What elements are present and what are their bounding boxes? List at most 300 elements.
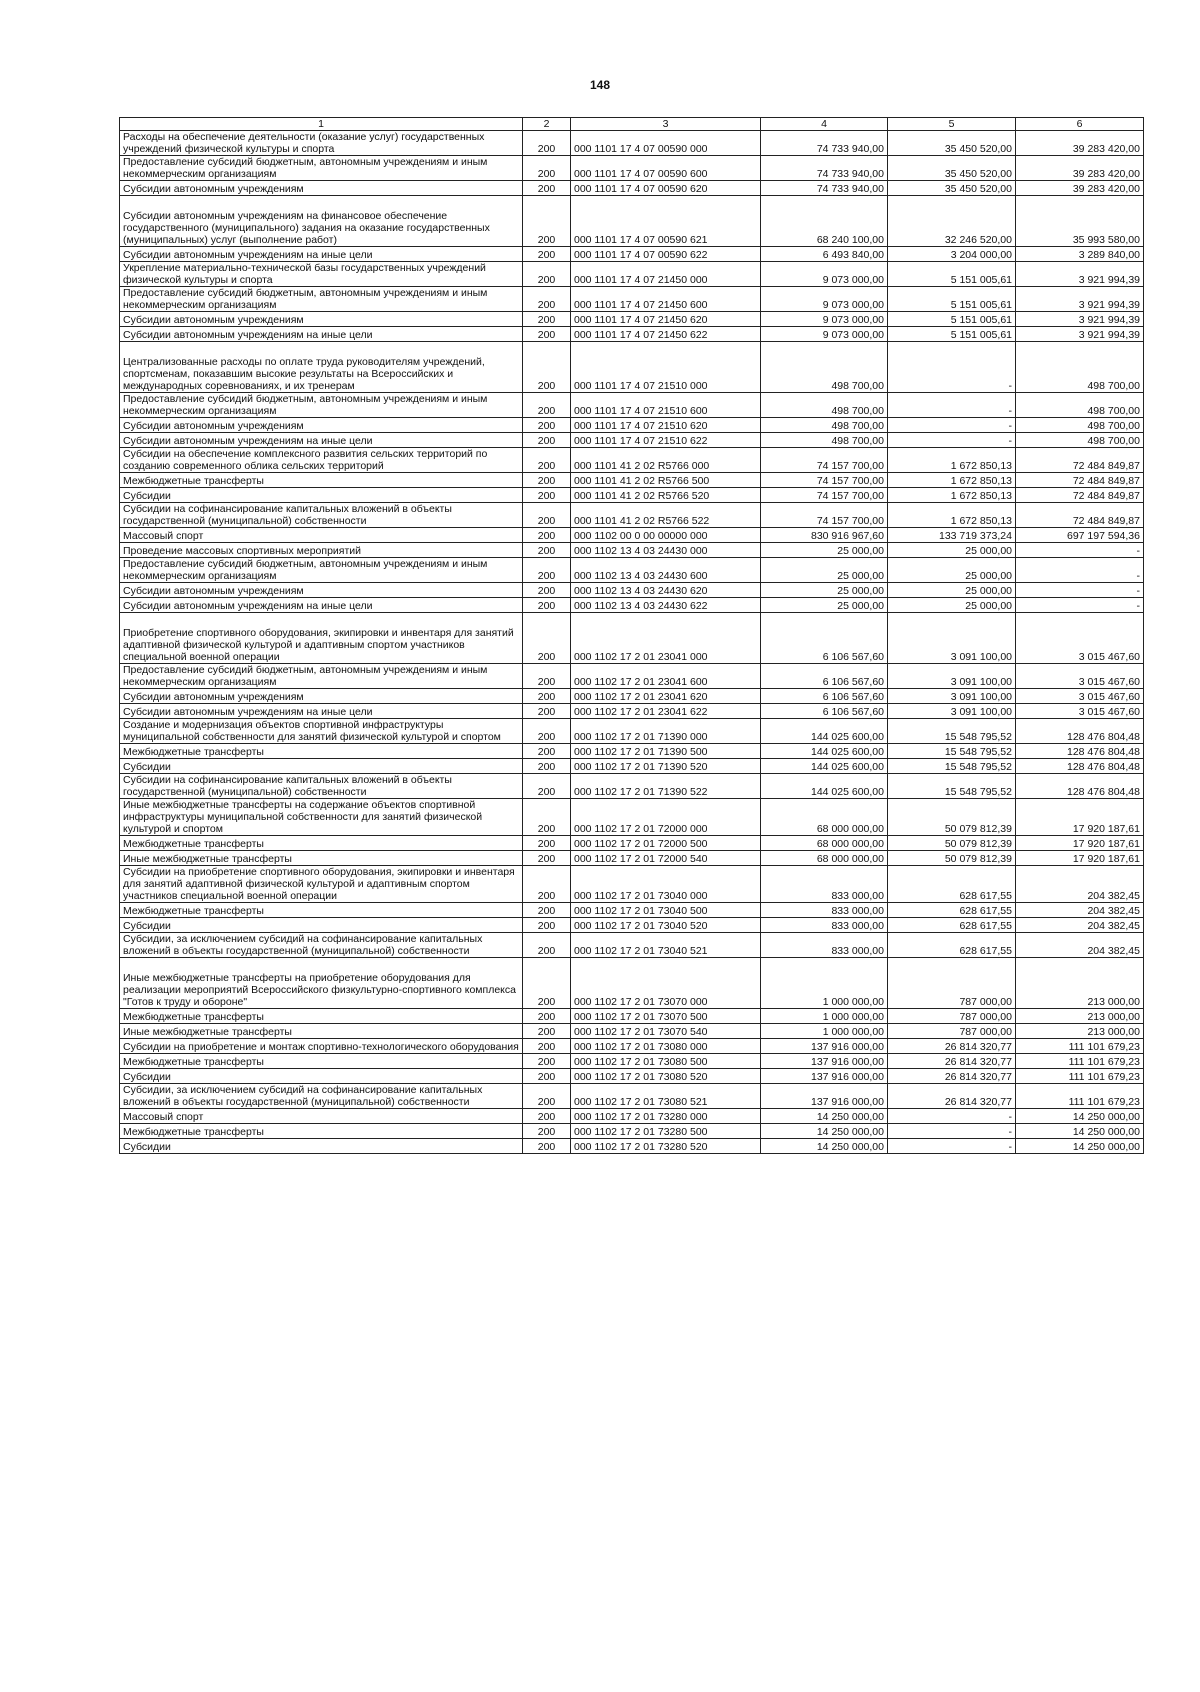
row-code-cell: 200 bbox=[523, 774, 571, 799]
row-value-4-cell: 498 700,00 bbox=[761, 393, 888, 418]
row-value-5-cell: - bbox=[888, 1109, 1016, 1124]
row-value-4-cell: 1 000 000,00 bbox=[761, 1009, 888, 1024]
row-name-cell: Приобретение спортивного оборудования, экипировки и инвентаря для занятий адаптивной физической культурой и адаптивным спортом участников специальной военной операции bbox=[120, 613, 523, 664]
row-name-cell: Иные межбюджетные трансферты bbox=[120, 1024, 523, 1039]
row-value-4-cell: 830 916 967,60 bbox=[761, 528, 888, 543]
row-value-6-cell: 111 101 679,23 bbox=[1016, 1084, 1144, 1109]
header-row bbox=[120, 118, 1144, 131]
row-value-6-cell: 213 000,00 bbox=[1016, 958, 1144, 1009]
column-header-2: 2 bbox=[523, 118, 571, 131]
row-value-5-cell: 787 000,00 bbox=[888, 1009, 1016, 1024]
row-value-4-cell: 833 000,00 bbox=[761, 903, 888, 918]
row-code-cell: 200 bbox=[523, 131, 571, 156]
table-row bbox=[120, 689, 1144, 704]
row-value-5-cell: 628 617,55 bbox=[888, 918, 1016, 933]
row-code-cell: 200 bbox=[523, 181, 571, 196]
row-code-cell: 200 bbox=[523, 836, 571, 851]
row-value-6-cell: 35 993 580,00 bbox=[1016, 196, 1144, 247]
row-value-4-cell: 74 733 940,00 bbox=[761, 131, 888, 156]
row-value-5-cell: 25 000,00 bbox=[888, 598, 1016, 613]
row-name-cell: Субсидии bbox=[120, 488, 523, 503]
row-code-cell: 200 bbox=[523, 958, 571, 1009]
row-kbk-cell: 000 1102 13 4 03 24430 000 bbox=[571, 543, 761, 558]
row-value-5-cell: 25 000,00 bbox=[888, 543, 1016, 558]
column-header-6: 6 bbox=[1016, 118, 1144, 131]
table-row bbox=[120, 933, 1144, 958]
row-code-cell: 200 bbox=[523, 851, 571, 866]
row-kbk-cell: 000 1102 17 2 01 73070 500 bbox=[571, 1009, 761, 1024]
row-kbk-cell: 000 1102 13 4 03 24430 600 bbox=[571, 558, 761, 583]
row-value-5-cell: 35 450 520,00 bbox=[888, 181, 1016, 196]
row-value-6-cell: 17 920 187,61 bbox=[1016, 851, 1144, 866]
row-value-4-cell: 74 157 700,00 bbox=[761, 473, 888, 488]
row-name-cell: Межбюджетные трансферты bbox=[120, 744, 523, 759]
row-kbk-cell: 000 1101 17 4 07 21510 620 bbox=[571, 418, 761, 433]
table-row bbox=[120, 448, 1144, 473]
row-name-cell: Иные межбюджетные трансферты на содержание объектов спортивной инфраструктуры муниципальной собственности для занятий физической культурой и спортом bbox=[120, 799, 523, 836]
row-code-cell: 200 bbox=[523, 156, 571, 181]
row-name-cell: Субсидии автономным учреждениям на финансовое обеспечение государственного (муниципального) задания на оказание государственных (муниципальных) услуг (выполнение работ) bbox=[120, 196, 523, 247]
row-kbk-cell: 000 1102 13 4 03 24430 620 bbox=[571, 583, 761, 598]
row-name-cell: Предоставление субсидий бюджетным, автономным учреждениям и иным некоммерческим организациям bbox=[120, 287, 523, 312]
table-row bbox=[120, 1069, 1144, 1084]
row-code-cell: 200 bbox=[523, 287, 571, 312]
row-name-cell: Предоставление субсидий бюджетным, автономным учреждениям и иным некоммерческим организациям bbox=[120, 393, 523, 418]
row-code-cell: 200 bbox=[523, 719, 571, 744]
row-name-cell: Субсидии автономным учреждениям bbox=[120, 689, 523, 704]
row-kbk-cell: 000 1102 17 2 01 23041 600 bbox=[571, 664, 761, 689]
row-kbk-cell: 000 1101 17 4 07 21450 600 bbox=[571, 287, 761, 312]
row-value-6-cell: 204 382,45 bbox=[1016, 903, 1144, 918]
row-value-5-cell: 26 814 320,77 bbox=[888, 1054, 1016, 1069]
table-row bbox=[120, 393, 1144, 418]
row-code-cell: 200 bbox=[523, 918, 571, 933]
row-kbk-cell: 000 1101 17 4 07 00590 621 bbox=[571, 196, 761, 247]
row-value-5-cell: 15 548 795,52 bbox=[888, 774, 1016, 799]
row-kbk-cell: 000 1101 17 4 07 21510 622 bbox=[571, 433, 761, 448]
row-kbk-cell: 000 1102 17 2 01 71390 500 bbox=[571, 744, 761, 759]
row-value-5-cell: 32 246 520,00 bbox=[888, 196, 1016, 247]
row-value-5-cell: 5 151 005,61 bbox=[888, 287, 1016, 312]
row-kbk-cell: 000 1102 17 2 01 73080 521 bbox=[571, 1084, 761, 1109]
row-code-cell: 200 bbox=[523, 543, 571, 558]
row-value-5-cell: 25 000,00 bbox=[888, 558, 1016, 583]
row-name-cell: Массовый спорт bbox=[120, 528, 523, 543]
row-value-6-cell: 111 101 679,23 bbox=[1016, 1069, 1144, 1084]
row-kbk-cell: 000 1101 17 4 07 21450 000 bbox=[571, 262, 761, 287]
row-value-4-cell: 144 025 600,00 bbox=[761, 774, 888, 799]
row-value-6-cell: 128 476 804,48 bbox=[1016, 719, 1144, 744]
row-value-4-cell: 144 025 600,00 bbox=[761, 744, 888, 759]
row-value-6-cell: 72 484 849,87 bbox=[1016, 488, 1144, 503]
row-code-cell: 200 bbox=[523, 1139, 571, 1154]
row-kbk-cell: 000 1102 17 2 01 73080 000 bbox=[571, 1039, 761, 1054]
row-value-6-cell: - bbox=[1016, 583, 1144, 598]
row-code-cell: 200 bbox=[523, 342, 571, 393]
table-row bbox=[120, 181, 1144, 196]
column-header-5: 5 bbox=[888, 118, 1016, 131]
row-kbk-cell: 000 1101 17 4 07 00590 600 bbox=[571, 156, 761, 181]
row-value-5-cell: - bbox=[888, 418, 1016, 433]
row-value-5-cell: 628 617,55 bbox=[888, 933, 1016, 958]
table-row bbox=[120, 312, 1144, 327]
table-row bbox=[120, 664, 1144, 689]
row-code-cell: 200 bbox=[523, 1084, 571, 1109]
row-name-cell: Субсидии bbox=[120, 918, 523, 933]
row-code-cell: 200 bbox=[523, 327, 571, 342]
table-row bbox=[120, 1084, 1144, 1109]
row-value-4-cell: 74 733 940,00 bbox=[761, 156, 888, 181]
row-name-cell: Субсидии автономным учреждениям bbox=[120, 312, 523, 327]
row-value-4-cell: 1 000 000,00 bbox=[761, 958, 888, 1009]
table-row bbox=[120, 247, 1144, 262]
row-name-cell: Предоставление субсидий бюджетным, автономным учреждениям и иным некоммерческим организациям bbox=[120, 156, 523, 181]
row-code-cell: 200 bbox=[523, 933, 571, 958]
row-kbk-cell: 000 1102 17 2 01 73040 500 bbox=[571, 903, 761, 918]
row-name-cell: Субсидии bbox=[120, 1069, 523, 1084]
table-row bbox=[120, 958, 1144, 1009]
row-value-4-cell: 68 000 000,00 bbox=[761, 836, 888, 851]
table-row bbox=[120, 613, 1144, 664]
row-value-6-cell: - bbox=[1016, 543, 1144, 558]
row-value-5-cell: - bbox=[888, 1124, 1016, 1139]
row-value-5-cell: 628 617,55 bbox=[888, 866, 1016, 903]
row-value-6-cell: 14 250 000,00 bbox=[1016, 1124, 1144, 1139]
row-kbk-cell: 000 1102 00 0 00 00000 000 bbox=[571, 528, 761, 543]
row-kbk-cell: 000 1102 17 2 01 71390 522 bbox=[571, 774, 761, 799]
page-number: 148 bbox=[589, 78, 611, 92]
row-name-cell: Межбюджетные трансферты bbox=[120, 1124, 523, 1139]
row-kbk-cell: 000 1101 17 4 07 21450 620 bbox=[571, 312, 761, 327]
row-value-6-cell: 14 250 000,00 bbox=[1016, 1109, 1144, 1124]
row-kbk-cell: 000 1102 17 2 01 71390 000 bbox=[571, 719, 761, 744]
table-row bbox=[120, 131, 1144, 156]
table-row bbox=[120, 836, 1144, 851]
row-code-cell: 200 bbox=[523, 312, 571, 327]
row-name-cell: Проведение массовых спортивных мероприятий bbox=[120, 543, 523, 558]
row-value-5-cell: 787 000,00 bbox=[888, 1024, 1016, 1039]
column-header-3: 3 bbox=[571, 118, 761, 131]
row-code-cell: 200 bbox=[523, 528, 571, 543]
row-value-4-cell: 25 000,00 bbox=[761, 558, 888, 583]
row-value-4-cell: 137 916 000,00 bbox=[761, 1084, 888, 1109]
table-row bbox=[120, 156, 1144, 181]
row-kbk-cell: 000 1102 17 2 01 23041 620 bbox=[571, 689, 761, 704]
row-value-4-cell: 6 106 567,60 bbox=[761, 689, 888, 704]
row-name-cell: Предоставление субсидий бюджетным, автономным учреждениям и иным некоммерческим организациям bbox=[120, 558, 523, 583]
row-value-6-cell: 204 382,45 bbox=[1016, 933, 1144, 958]
row-kbk-cell: 000 1102 17 2 01 73070 000 bbox=[571, 958, 761, 1009]
row-name-cell: Субсидии bbox=[120, 1139, 523, 1154]
row-code-cell: 200 bbox=[523, 448, 571, 473]
row-code-cell: 200 bbox=[523, 664, 571, 689]
row-code-cell: 200 bbox=[523, 759, 571, 774]
table-row bbox=[120, 1109, 1144, 1124]
row-value-6-cell: 3 015 467,60 bbox=[1016, 704, 1144, 719]
column-header-4: 4 bbox=[761, 118, 888, 131]
row-code-cell: 200 bbox=[523, 613, 571, 664]
row-code-cell: 200 bbox=[523, 433, 571, 448]
row-code-cell: 200 bbox=[523, 1009, 571, 1024]
row-value-5-cell: 628 617,55 bbox=[888, 903, 1016, 918]
row-name-cell: Создание и модернизация объектов спортивной инфраструктуры муниципальной собственности для занятий физической культурой и спортом bbox=[120, 719, 523, 744]
table-row bbox=[120, 528, 1144, 543]
row-value-4-cell: 9 073 000,00 bbox=[761, 287, 888, 312]
row-kbk-cell: 000 1102 17 2 01 73080 500 bbox=[571, 1054, 761, 1069]
row-name-cell: Субсидии автономным учреждениям на иные цели bbox=[120, 433, 523, 448]
table-row bbox=[120, 583, 1144, 598]
table-row bbox=[120, 503, 1144, 528]
row-code-cell: 200 bbox=[523, 903, 571, 918]
row-kbk-cell: 000 1102 17 2 01 73280 500 bbox=[571, 1124, 761, 1139]
row-code-cell: 200 bbox=[523, 503, 571, 528]
row-value-4-cell: 6 106 567,60 bbox=[761, 704, 888, 719]
row-value-6-cell: 697 197 594,36 bbox=[1016, 528, 1144, 543]
table-row bbox=[120, 1139, 1144, 1154]
row-code-cell: 200 bbox=[523, 558, 571, 583]
row-name-cell: Субсидии на приобретение спортивного оборудования, экипировки и инвентаря для занятий адаптивной физической культурой и адаптивным спортом участников специальной военной операции bbox=[120, 866, 523, 903]
row-kbk-cell: 000 1102 17 2 01 73040 000 bbox=[571, 866, 761, 903]
row-value-5-cell: 3 091 100,00 bbox=[888, 704, 1016, 719]
row-value-4-cell: 25 000,00 bbox=[761, 543, 888, 558]
row-value-5-cell: 3 091 100,00 bbox=[888, 664, 1016, 689]
table-row bbox=[120, 1009, 1144, 1024]
row-name-cell: Субсидии автономным учреждениям bbox=[120, 181, 523, 196]
table-row bbox=[120, 558, 1144, 583]
row-kbk-cell: 000 1101 17 4 07 21510 000 bbox=[571, 342, 761, 393]
row-name-cell: Массовый спорт bbox=[120, 1109, 523, 1124]
row-value-6-cell: 3 921 994,39 bbox=[1016, 262, 1144, 287]
table-row bbox=[120, 287, 1144, 312]
table-row bbox=[120, 488, 1144, 503]
row-value-4-cell: 14 250 000,00 bbox=[761, 1109, 888, 1124]
row-kbk-cell: 000 1101 41 2 02 R5766 000 bbox=[571, 448, 761, 473]
row-code-cell: 200 bbox=[523, 418, 571, 433]
row-value-4-cell: 68 240 100,00 bbox=[761, 196, 888, 247]
table-row bbox=[120, 1054, 1144, 1069]
table-row bbox=[120, 719, 1144, 744]
row-code-cell: 200 bbox=[523, 393, 571, 418]
row-value-6-cell: 3 289 840,00 bbox=[1016, 247, 1144, 262]
row-name-cell: Межбюджетные трансферты bbox=[120, 903, 523, 918]
row-kbk-cell: 000 1101 41 2 02 R5766 500 bbox=[571, 473, 761, 488]
row-kbk-cell: 000 1101 41 2 02 R5766 522 bbox=[571, 503, 761, 528]
row-name-cell: Межбюджетные трансферты bbox=[120, 1054, 523, 1069]
row-value-5-cell: 15 548 795,52 bbox=[888, 744, 1016, 759]
row-value-6-cell: 111 101 679,23 bbox=[1016, 1039, 1144, 1054]
row-value-5-cell: 15 548 795,52 bbox=[888, 759, 1016, 774]
row-name-cell: Субсидии автономным учреждениям на иные цели bbox=[120, 598, 523, 613]
row-value-4-cell: 498 700,00 bbox=[761, 418, 888, 433]
row-value-4-cell: 74 733 940,00 bbox=[761, 181, 888, 196]
row-value-4-cell: 6 493 840,00 bbox=[761, 247, 888, 262]
row-value-6-cell: 213 000,00 bbox=[1016, 1024, 1144, 1039]
row-name-cell: Субсидии bbox=[120, 759, 523, 774]
row-value-6-cell: 72 484 849,87 bbox=[1016, 473, 1144, 488]
row-value-4-cell: 137 916 000,00 bbox=[761, 1054, 888, 1069]
row-value-6-cell: 72 484 849,87 bbox=[1016, 448, 1144, 473]
row-value-4-cell: 144 025 600,00 bbox=[761, 719, 888, 744]
row-value-6-cell: 128 476 804,48 bbox=[1016, 744, 1144, 759]
row-value-5-cell: 25 000,00 bbox=[888, 583, 1016, 598]
table-row bbox=[120, 473, 1144, 488]
table-row bbox=[120, 1024, 1144, 1039]
row-code-cell: 200 bbox=[523, 1039, 571, 1054]
row-kbk-cell: 000 1102 17 2 01 73080 520 bbox=[571, 1069, 761, 1084]
row-value-5-cell: - bbox=[888, 342, 1016, 393]
row-value-5-cell: 35 450 520,00 bbox=[888, 156, 1016, 181]
row-value-6-cell: 3 921 994,39 bbox=[1016, 327, 1144, 342]
row-code-cell: 200 bbox=[523, 196, 571, 247]
row-kbk-cell: 000 1102 17 2 01 73280 520 bbox=[571, 1139, 761, 1154]
row-value-5-cell: 26 814 320,77 bbox=[888, 1084, 1016, 1109]
budget-table bbox=[119, 117, 1144, 1154]
row-value-4-cell: 68 000 000,00 bbox=[761, 851, 888, 866]
row-value-6-cell: 498 700,00 bbox=[1016, 433, 1144, 448]
row-value-4-cell: 74 157 700,00 bbox=[761, 448, 888, 473]
row-value-6-cell: 111 101 679,23 bbox=[1016, 1054, 1144, 1069]
row-code-cell: 200 bbox=[523, 247, 571, 262]
budget-table-body bbox=[120, 131, 1144, 1154]
row-kbk-cell: 000 1101 17 4 07 00590 620 bbox=[571, 181, 761, 196]
row-value-6-cell: 72 484 849,87 bbox=[1016, 503, 1144, 528]
row-value-6-cell: 204 382,45 bbox=[1016, 918, 1144, 933]
row-value-6-cell: 204 382,45 bbox=[1016, 866, 1144, 903]
table-row bbox=[120, 1124, 1144, 1139]
table-row bbox=[120, 866, 1144, 903]
row-value-4-cell: 74 157 700,00 bbox=[761, 503, 888, 528]
table-row bbox=[120, 704, 1144, 719]
row-value-5-cell: 1 672 850,13 bbox=[888, 503, 1016, 528]
row-kbk-cell: 000 1101 17 4 07 00590 000 bbox=[571, 131, 761, 156]
row-name-cell: Субсидии на софинансирование капитальных вложений в объекты государственной (муниципальной) собственности bbox=[120, 503, 523, 528]
table-row bbox=[120, 774, 1144, 799]
row-value-4-cell: 74 157 700,00 bbox=[761, 488, 888, 503]
table-row bbox=[120, 799, 1144, 836]
row-name-cell: Межбюджетные трансферты bbox=[120, 473, 523, 488]
row-value-5-cell: 50 079 812,39 bbox=[888, 836, 1016, 851]
row-value-6-cell: - bbox=[1016, 558, 1144, 583]
row-kbk-cell: 000 1101 41 2 02 R5766 520 bbox=[571, 488, 761, 503]
row-name-cell: Субсидии, за исключением субсидий на софинансирование капитальных вложений в объекты государственной (муниципальной) собственности bbox=[120, 1084, 523, 1109]
row-name-cell: Межбюджетные трансферты bbox=[120, 836, 523, 851]
row-kbk-cell: 000 1102 17 2 01 72000 000 bbox=[571, 799, 761, 836]
row-name-cell: Субсидии автономным учреждениям на иные цели bbox=[120, 704, 523, 719]
row-value-5-cell: 3 091 100,00 bbox=[888, 689, 1016, 704]
table-row bbox=[120, 262, 1144, 287]
row-value-5-cell: 50 079 812,39 bbox=[888, 851, 1016, 866]
row-code-cell: 200 bbox=[523, 1069, 571, 1084]
row-value-6-cell: 128 476 804,48 bbox=[1016, 759, 1144, 774]
row-value-4-cell: 25 000,00 bbox=[761, 583, 888, 598]
row-value-4-cell: 9 073 000,00 bbox=[761, 262, 888, 287]
table-row bbox=[120, 418, 1144, 433]
row-name-cell: Субсидии на софинансирование капитальных вложений в объекты государственной (муниципальной) собственности bbox=[120, 774, 523, 799]
row-value-5-cell: 1 672 850,13 bbox=[888, 488, 1016, 503]
row-value-6-cell: 128 476 804,48 bbox=[1016, 774, 1144, 799]
row-value-6-cell: 498 700,00 bbox=[1016, 418, 1144, 433]
row-kbk-cell: 000 1102 17 2 01 23041 622 bbox=[571, 704, 761, 719]
row-value-4-cell: 6 106 567,60 bbox=[761, 613, 888, 664]
row-name-cell: Иные межбюджетные трансферты bbox=[120, 851, 523, 866]
row-value-6-cell: 17 920 187,61 bbox=[1016, 836, 1144, 851]
row-value-6-cell: 3 921 994,39 bbox=[1016, 312, 1144, 327]
row-code-cell: 200 bbox=[523, 1024, 571, 1039]
row-value-4-cell: 9 073 000,00 bbox=[761, 327, 888, 342]
row-value-4-cell: 25 000,00 bbox=[761, 598, 888, 613]
table-row bbox=[120, 433, 1144, 448]
row-kbk-cell: 000 1102 17 2 01 72000 540 bbox=[571, 851, 761, 866]
row-value-5-cell: 26 814 320,77 bbox=[888, 1039, 1016, 1054]
row-value-5-cell: 1 672 850,13 bbox=[888, 448, 1016, 473]
row-value-6-cell: 39 283 420,00 bbox=[1016, 181, 1144, 196]
row-name-cell: Субсидии автономным учреждениям bbox=[120, 418, 523, 433]
table-row bbox=[120, 759, 1144, 774]
row-code-cell: 200 bbox=[523, 799, 571, 836]
row-code-cell: 200 bbox=[523, 1109, 571, 1124]
row-value-4-cell: 68 000 000,00 bbox=[761, 799, 888, 836]
row-kbk-cell: 000 1102 17 2 01 73040 520 bbox=[571, 918, 761, 933]
row-name-cell: Расходы на обеспечение деятельности (оказание услуг) государственных учреждений физической культуры и спорта bbox=[120, 131, 523, 156]
row-value-4-cell: 14 250 000,00 bbox=[761, 1124, 888, 1139]
row-code-cell: 200 bbox=[523, 598, 571, 613]
row-value-6-cell: 14 250 000,00 bbox=[1016, 1139, 1144, 1154]
row-value-4-cell: 498 700,00 bbox=[761, 433, 888, 448]
row-value-6-cell: 213 000,00 bbox=[1016, 1009, 1144, 1024]
column-header-1: 1 bbox=[120, 118, 523, 131]
row-kbk-cell: 000 1102 17 2 01 72000 500 bbox=[571, 836, 761, 851]
row-code-cell: 200 bbox=[523, 866, 571, 903]
row-value-6-cell: 3 921 994,39 bbox=[1016, 287, 1144, 312]
table-row bbox=[120, 598, 1144, 613]
row-value-6-cell: 498 700,00 bbox=[1016, 342, 1144, 393]
row-value-5-cell: 26 814 320,77 bbox=[888, 1069, 1016, 1084]
row-value-6-cell: 17 920 187,61 bbox=[1016, 799, 1144, 836]
row-kbk-cell: 000 1102 17 2 01 73040 521 bbox=[571, 933, 761, 958]
row-code-cell: 200 bbox=[523, 488, 571, 503]
row-kbk-cell: 000 1102 17 2 01 73070 540 bbox=[571, 1024, 761, 1039]
row-value-6-cell: 39 283 420,00 bbox=[1016, 131, 1144, 156]
row-value-4-cell: 833 000,00 bbox=[761, 918, 888, 933]
table-row bbox=[120, 744, 1144, 759]
row-code-cell: 200 bbox=[523, 1054, 571, 1069]
row-kbk-cell: 000 1102 17 2 01 73280 000 bbox=[571, 1109, 761, 1124]
row-kbk-cell: 000 1102 17 2 01 71390 520 bbox=[571, 759, 761, 774]
row-kbk-cell: 000 1101 17 4 07 00590 622 bbox=[571, 247, 761, 262]
row-kbk-cell: 000 1102 13 4 03 24430 622 bbox=[571, 598, 761, 613]
table-row bbox=[120, 543, 1144, 558]
row-name-cell: Субсидии на обеспечение комплексного развития сельских территорий по созданию современного облика сельских территорий bbox=[120, 448, 523, 473]
row-value-5-cell: 50 079 812,39 bbox=[888, 799, 1016, 836]
row-value-4-cell: 6 106 567,60 bbox=[761, 664, 888, 689]
row-value-5-cell: - bbox=[888, 433, 1016, 448]
row-value-6-cell: 39 283 420,00 bbox=[1016, 156, 1144, 181]
row-value-5-cell: 35 450 520,00 bbox=[888, 131, 1016, 156]
row-name-cell: Субсидии, за исключением субсидий на софинансирование капитальных вложений в объекты государственной (муниципальной) собственности bbox=[120, 933, 523, 958]
row-value-5-cell: - bbox=[888, 1139, 1016, 1154]
row-kbk-cell: 000 1101 17 4 07 21510 600 bbox=[571, 393, 761, 418]
row-value-6-cell: 3 015 467,60 bbox=[1016, 613, 1144, 664]
row-value-4-cell: 833 000,00 bbox=[761, 933, 888, 958]
row-value-4-cell: 498 700,00 bbox=[761, 342, 888, 393]
row-value-6-cell: - bbox=[1016, 598, 1144, 613]
table-row bbox=[120, 851, 1144, 866]
row-code-cell: 200 bbox=[523, 583, 571, 598]
row-name-cell: Субсидии автономным учреждениям bbox=[120, 583, 523, 598]
row-name-cell: Субсидии на приобретение и монтаж спортивно-технологического оборудования bbox=[120, 1039, 523, 1054]
row-value-6-cell: 498 700,00 bbox=[1016, 393, 1144, 418]
row-value-4-cell: 144 025 600,00 bbox=[761, 759, 888, 774]
